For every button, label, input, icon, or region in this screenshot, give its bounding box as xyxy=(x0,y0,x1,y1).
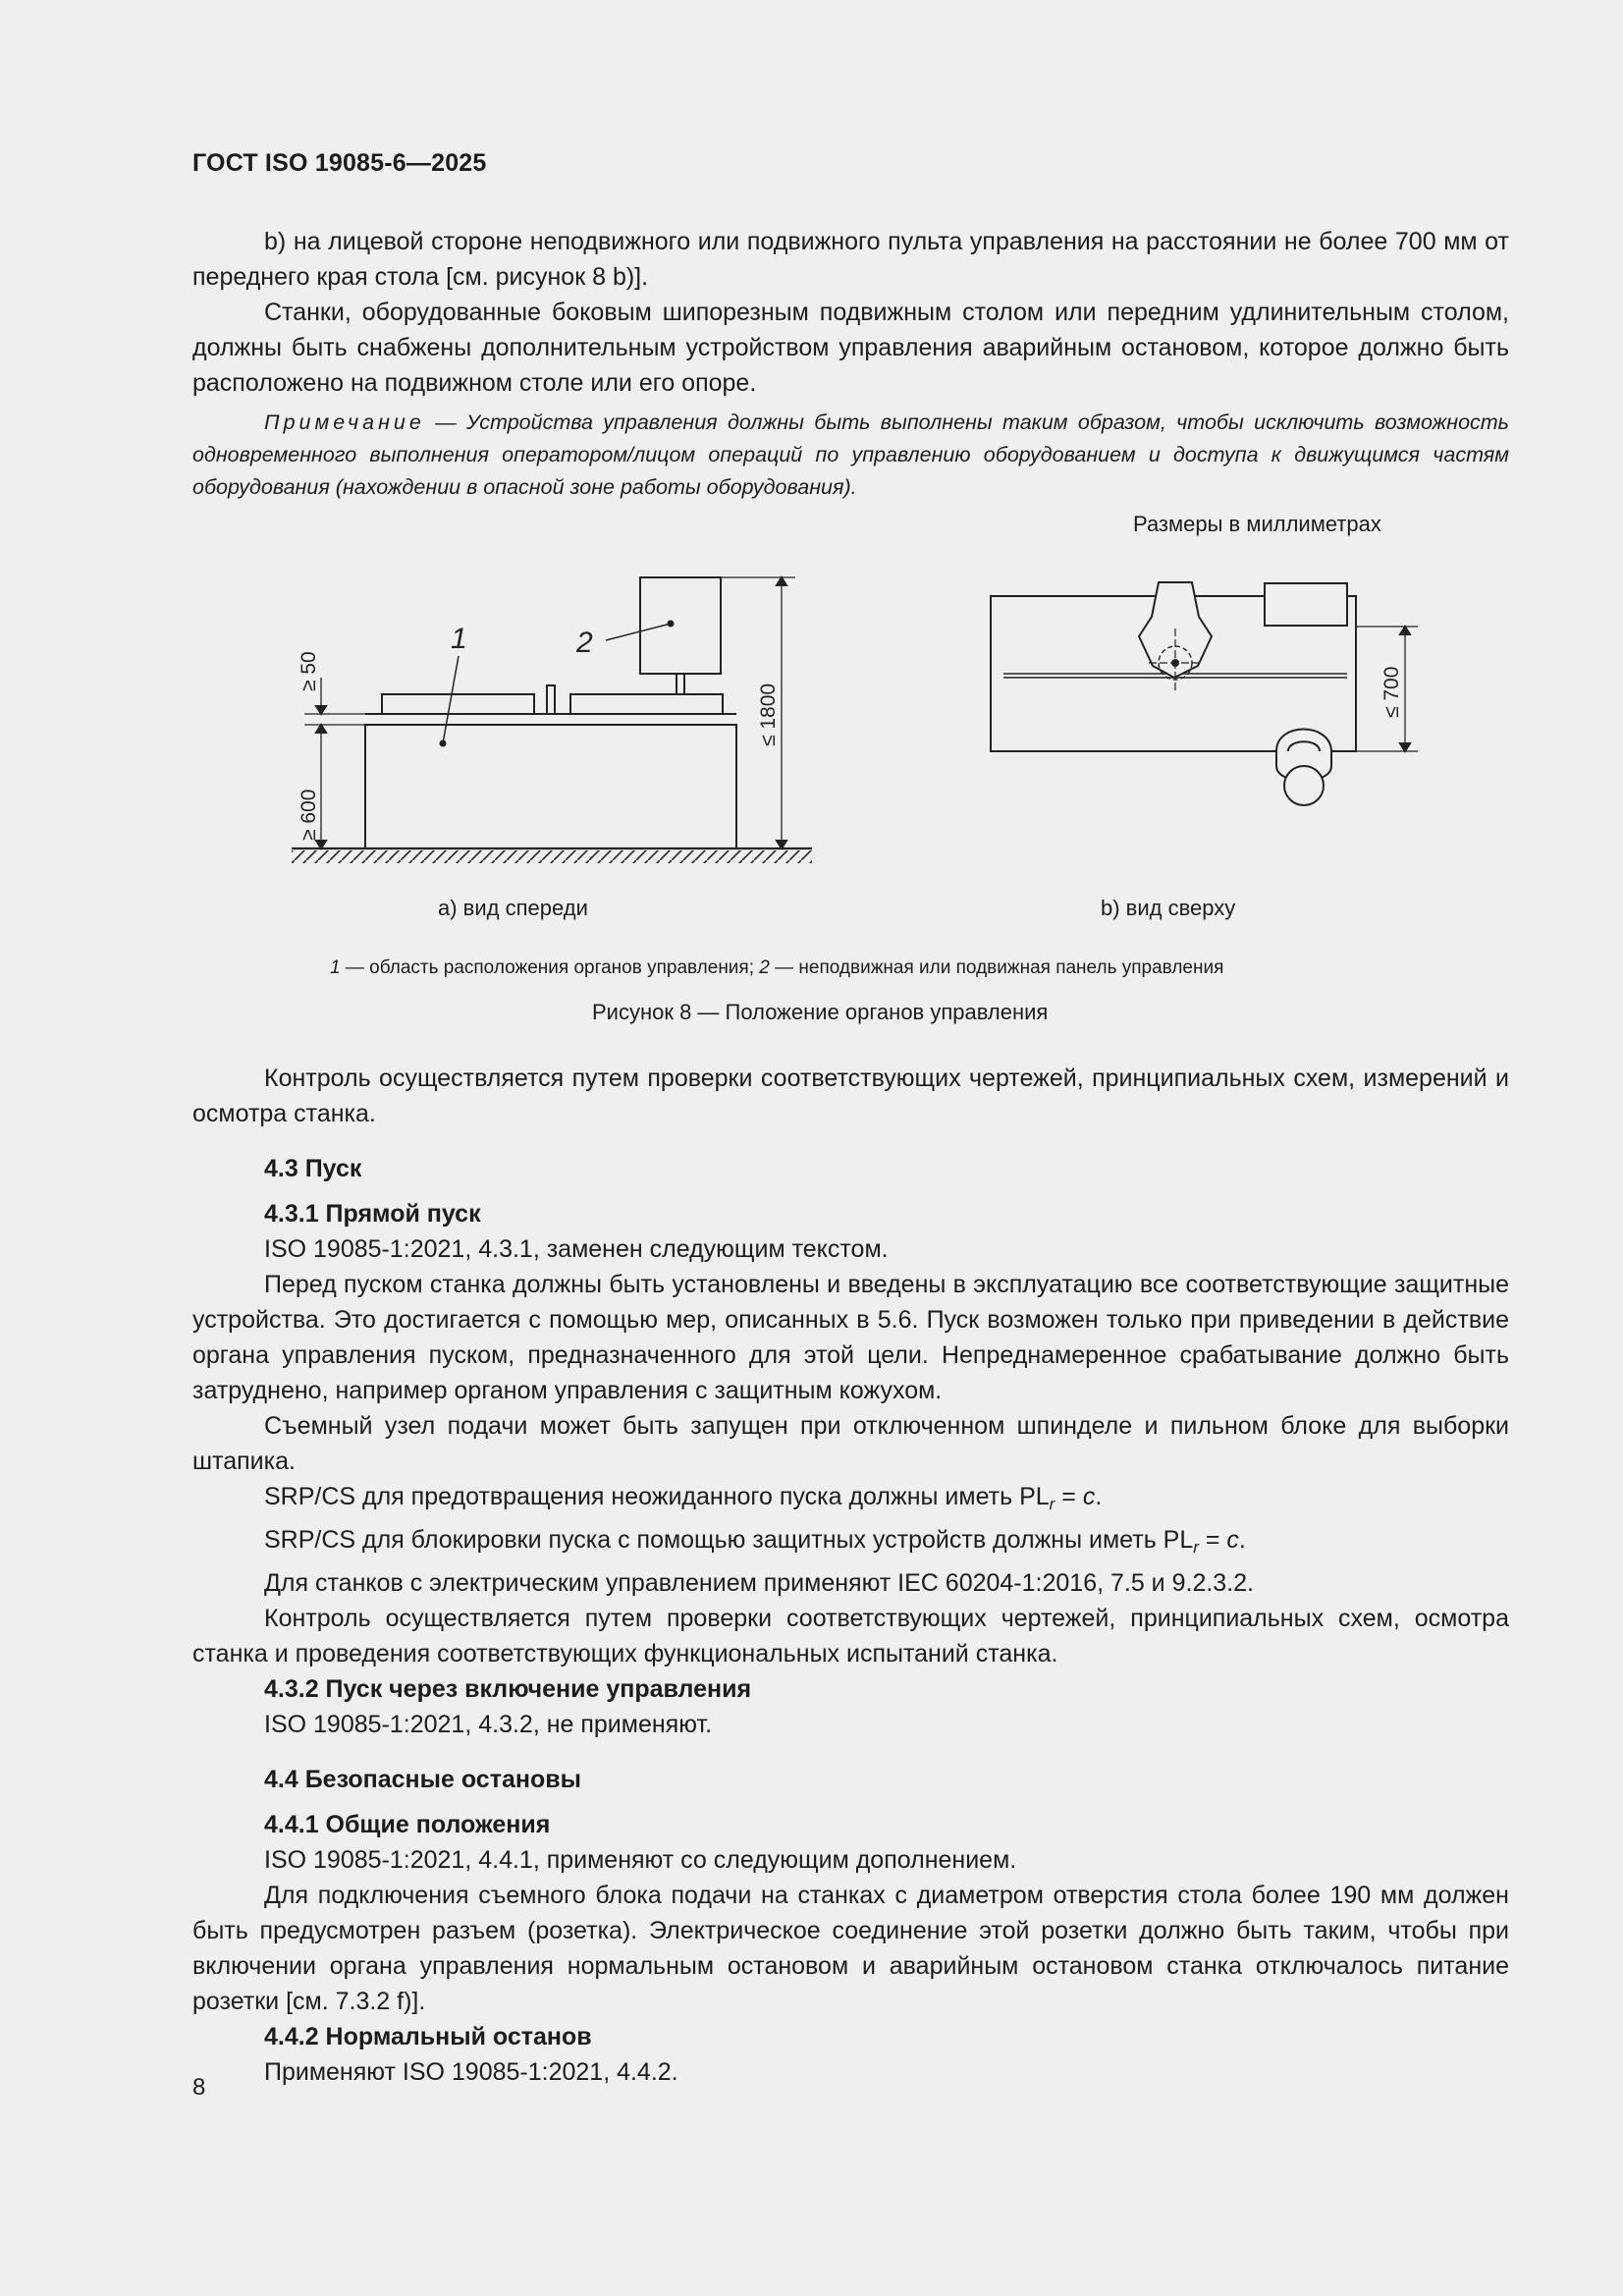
paragraph-machines: Станки, оборудованные боковым шипорезным подвижным столом или передним удлинительным столом, должны быть снабжены дополнительным устройством управления аварийным остановом, которое должно быть расположено на подвижном столе или его опоре. xyxy=(192,299,1509,397)
table-outline xyxy=(991,596,1356,751)
paragraph-431-a: ISO 19085-1:2021, 4.3.1, заменен следующим текстом. xyxy=(264,1235,889,1263)
note xyxy=(192,407,1509,504)
dim-50-label: ≥ 50 xyxy=(298,651,320,691)
operator-arms xyxy=(1288,741,1320,751)
machine-body xyxy=(365,725,736,848)
page-number: 8 xyxy=(192,2074,206,2101)
figure-title: Рисунок 8 — Положение органов управления xyxy=(592,1000,1049,1024)
arrow-700-top xyxy=(1400,627,1410,634)
paragraph-control-1: Контроль осуществляется путем проверки соответствующих чертежей, принципиальных схем, измерений и осмотра станка. xyxy=(192,1065,1509,1127)
control-panel-top xyxy=(1265,583,1347,626)
leader-1 xyxy=(443,656,459,743)
paragraph-431-e: SRP/CS для блокировки пуска с помощью защитных устройств должны иметь $PL_r = c$. xyxy=(264,1526,1246,1557)
label-2: 2 xyxy=(576,627,593,659)
heading-4-4-1: 4.4.1 Общие положения xyxy=(264,1811,551,1838)
main-text-block xyxy=(192,1061,1509,2090)
paragraph-441-a: ISO 19085-1:2021, 4.4.1, применяют со следующим дополнением. xyxy=(264,1846,1017,1874)
dimensions-caption: Размеры в миллиметрах xyxy=(1133,512,1381,536)
dim-700-label: ≤ 700 xyxy=(1380,666,1403,718)
arrow-600-bottom xyxy=(316,841,326,848)
text-pre: SRP/CS для предотвращения неожиданного пуска должны иметь PL xyxy=(264,1483,1050,1510)
note-label: Примечание xyxy=(264,410,425,434)
document-header: ГОСТ ISO 19085-6—2025 xyxy=(192,149,487,177)
blade-circle xyxy=(1159,646,1192,680)
saw-guard xyxy=(1139,582,1212,678)
panel-point xyxy=(669,622,674,627)
arrow-600-top xyxy=(316,725,326,733)
front-view xyxy=(292,577,812,863)
area-point xyxy=(441,741,446,746)
legend-text-1: — область расположения органов управления; xyxy=(340,957,760,978)
operator-body xyxy=(1276,730,1331,782)
text-val: c xyxy=(1082,1483,1096,1510)
panel-stand xyxy=(676,674,684,694)
control-panel xyxy=(640,577,721,674)
figure-legend xyxy=(330,957,1223,979)
arrow-1800-bottom xyxy=(777,841,786,848)
front-view-caption: a) вид спереди xyxy=(438,896,588,920)
top-text-block xyxy=(192,224,1509,504)
leader-2 xyxy=(606,624,671,640)
subscript: r xyxy=(1049,1495,1055,1513)
heading-4-4-2: 4.4.2 Нормальный останов xyxy=(264,2023,592,2050)
legend-text-2: — неподвижная или подвижная панель управления xyxy=(769,957,1224,978)
arrow-50 xyxy=(316,706,326,714)
paragraph-431-c: Съемный узел подачи может быть запущен при отключенном шпинделе и пильном блоке для выборки штапика. xyxy=(192,1412,1509,1475)
operator-head xyxy=(1284,766,1324,805)
paragraph-b: b) на лицевой стороне неподвижного или подвижного пульта управления на расстоянии не более 700 мм от переднего края стола [см. рисунок 8 b)]. xyxy=(192,228,1509,291)
note-text: — Устройства управления должны быть выполнены таким образом, чтобы исключить возможность одновременного выполнения оператором/лицом операций по управлению оборудованием и доступа к движущимся частям оборудования (нахождении в опасной зоне работы оборудования). xyxy=(192,410,1509,499)
arrow-1800-top xyxy=(777,577,786,585)
floor-hatch xyxy=(292,850,812,863)
paragraph-441-b: Для подключения съемного блока подачи на станках с диаметром отверстия стола более 190 мм должен быть предусмотрен разъем (розетка). Электрическое соединение этой розетки должно быть таким, чтобы при включении органа управления нормальным остановом и аварийным остановом станка отключалось питание розетки [см. 7.3.2 f)]. xyxy=(192,1882,1509,2015)
blade-center xyxy=(1172,660,1178,666)
right-table-part xyxy=(570,694,723,714)
paragraph-431-f: Для станков с электрическим управлением применяют IEC 60204-1:2016, 7.5 и 9.2.3.2. xyxy=(264,1569,1254,1597)
heading-4-3-2: 4.3.2 Пуск через включение управления xyxy=(264,1675,752,1703)
legend-number-1: 1 xyxy=(330,957,341,978)
subscript: r xyxy=(1193,1538,1199,1557)
paragraph-431-b: Перед пуском станка должны быть установлены и введены в эксплуатацию все соответствующие защитные устройства. Это достигается с помощью мер, описанных в 5.6. Пуск возможен только при приведении в действие органа управления пуском, предназначенного для этой цели. Непреднамеренное срабатывание должно быть затруднено, например органом управления с защитным кожухом. xyxy=(192,1271,1509,1404)
text-pre: SRP/CS для блокировки пуска с помощью защитных устройств должны иметь PL xyxy=(264,1526,1194,1554)
text-eq: = xyxy=(1198,1526,1227,1554)
text-val: c xyxy=(1226,1526,1239,1554)
text-eq: = xyxy=(1055,1483,1083,1510)
label-1: 1 xyxy=(451,623,467,655)
legend-number-2: 2 xyxy=(759,957,770,978)
paragraph-442: Применяют ISO 19085-1:2021, 4.4.2. xyxy=(264,2058,678,2086)
left-table-part xyxy=(382,694,534,714)
heading-4-3-1: 4.3.1 Прямой пуск xyxy=(264,1200,481,1228)
top-view xyxy=(991,582,1418,805)
top-view-caption: b) вид сверху xyxy=(1101,896,1236,920)
paragraph-432: ISO 19085-1:2021, 4.3.2, не применяют. xyxy=(264,1711,713,1738)
dim-600-label: ≥ 600 xyxy=(298,789,320,841)
heading-4-3: 4.3 Пуск xyxy=(264,1155,362,1182)
dim-1800-label: ≤ 1800 xyxy=(757,683,780,746)
paragraph-431-g: Контроль осуществляется путем проверки соответствующих чертежей, принципиальных схем, осмотра станка и проведения соответствующих функциональных испытаний станка. xyxy=(192,1605,1509,1667)
saw-blade xyxy=(547,685,555,714)
arrow-700-bottom xyxy=(1400,743,1410,751)
paragraph-431-d: SRP/CS для предотвращения неожиданного пуска должны иметь $PL_r = c$. xyxy=(264,1483,1103,1513)
heading-4-4: 4.4 Безопасные остановы xyxy=(264,1766,581,1793)
